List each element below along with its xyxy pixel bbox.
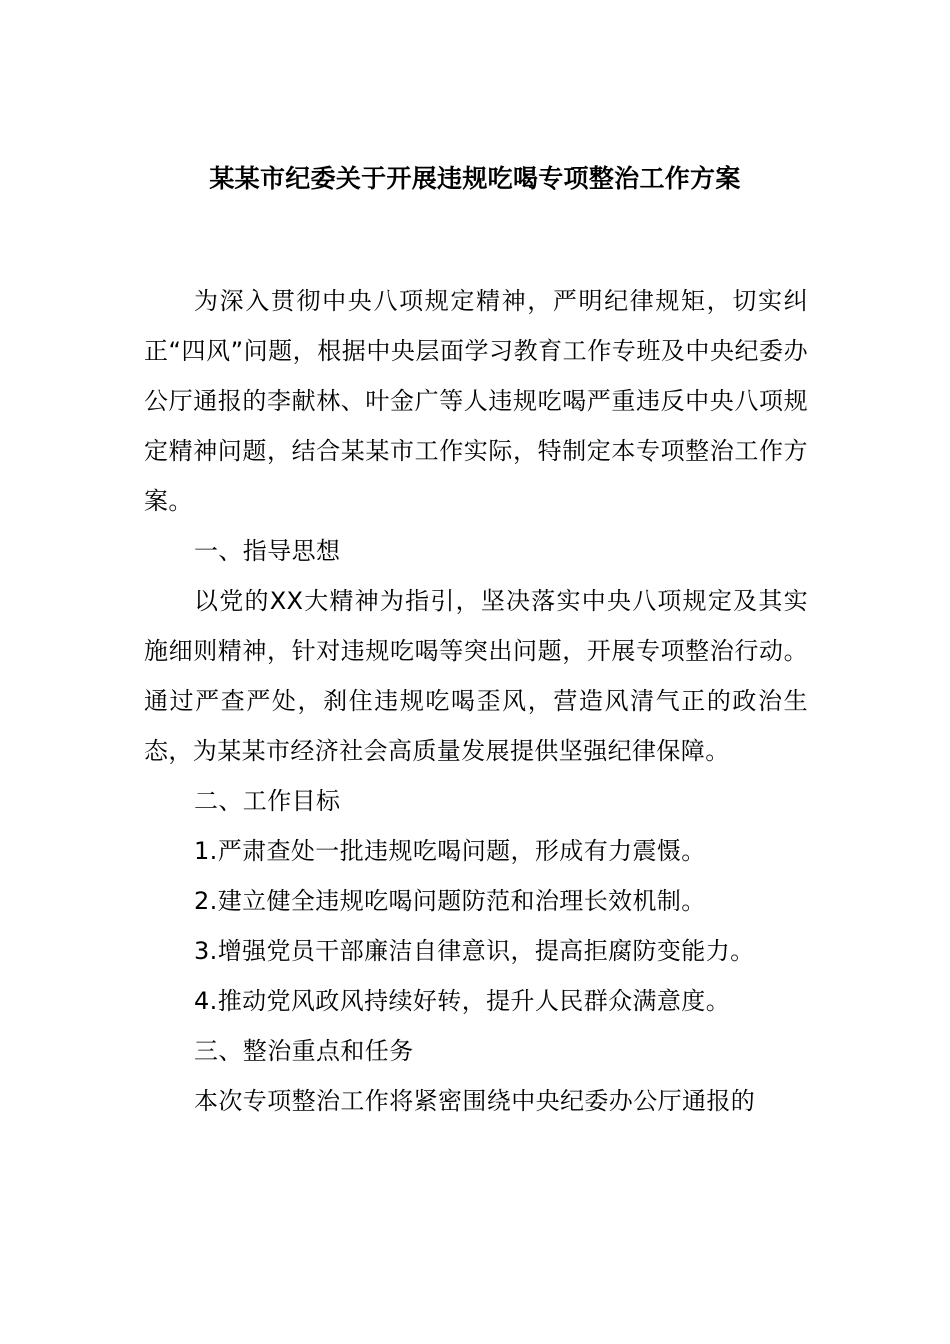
work-goal-item: 2.建立健全违规吃喝问题防范和治理长效机制。 bbox=[194, 887, 706, 915]
work-goal-item: 4.推动党风政风持续好转，提升人民群众满意度。 bbox=[194, 987, 731, 1015]
key-tasks-paragraph: 本次专项整治工作将紧密围绕中央纪委办公厅通报的 bbox=[194, 1087, 756, 1115]
work-goal-item: 1.严肃查处一批违规吃喝问题，形成有力震慑。 bbox=[194, 837, 706, 865]
intro-paragraph: 为深入贯彻中央八项规定精神，严明纪律规矩，切实纠正“四风”问题，根据中央层面学习教育工作专班及中央纪委办公厅通报的李献林、叶金广等人违规吃喝严重违反中央八项规定精神问题，结合某某市工作实际，特制定本专项整治工作方案。 bbox=[144, 287, 808, 515]
section-heading-key-tasks: 三、整治重点和任务 bbox=[194, 1037, 414, 1065]
document-body bbox=[144, 276, 808, 1126]
section-heading-guiding-ideology: 一、指导思想 bbox=[194, 537, 341, 565]
work-goal-item: 3.增强党员干部廉洁自律意识，提高拒腐防变能力。 bbox=[194, 937, 755, 965]
guiding-ideology-paragraph: 以党的XX大精神为指引，坚决落实中央八项规定及其实施细则精神，针对违规吃喝等突出问题，开展专项整治行动。通过严查严处，刹住违规吃喝歪风，营造风清气正的政治生态，为某某市经济社会高质量发展提供坚强纪律保障。 bbox=[144, 587, 808, 765]
document-title: 某某市纪委关于开展违规吃喝专项整治工作方案 bbox=[209, 164, 741, 193]
section-heading-work-goals: 二、工作目标 bbox=[194, 787, 341, 815]
